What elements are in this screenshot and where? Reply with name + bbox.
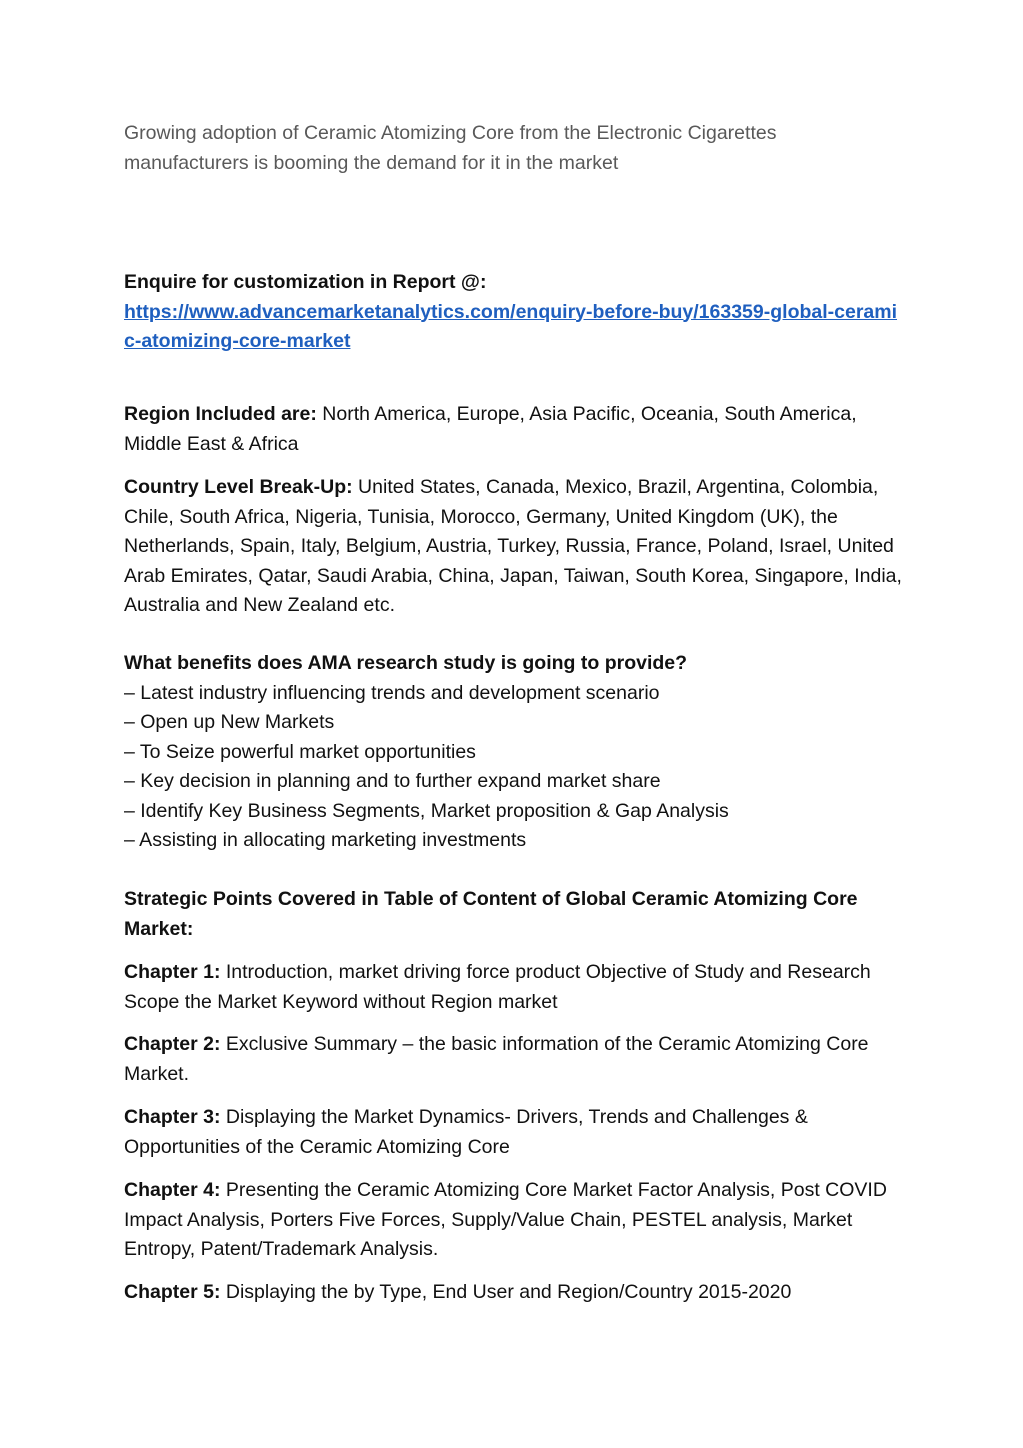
chapter-label: Chapter 3:	[124, 1106, 221, 1128]
benefit-item: – Latest industry influencing trends and development scenario	[124, 681, 660, 704]
benefit-item: – Assisting in allocating marketing investments	[124, 829, 527, 851]
benefits-list	[124, 679, 904, 856]
chapter-1	[124, 958, 904, 1017]
country-label: Country Level Break-Up:	[124, 476, 353, 498]
benefit-item: – Identify Key Business Segments, Market proposition & Gap Analysis	[124, 799, 729, 822]
chapter-2	[124, 1030, 904, 1089]
country-text: United States, Canada, Mexico, Brazil, Argentina, Colombia, Chile, South Africa, Nigeria, Tunisia, Morocco, Germany, United Kingdom (UK), the Netherlands, Spain, Italy, Belgium, Austria, Turkey, Russia, France, Poland, Israel, United Arab Emirates, Qatar, Saudi Arabia, China, Japan, Taiwan, South Korea, Singapore, India, Australia and New Zealand etc.	[124, 476, 902, 616]
chapter-label: Chapter 1:	[124, 961, 221, 983]
chapter-text: Displaying the Market Dynamics- Drivers, Trends and Challenges & Opportunities of the Ceramic Atomizing Core	[124, 1106, 808, 1158]
region-text: North America, Europe, Asia Pacific, Oceania, South America, Middle East & Africa	[124, 403, 857, 455]
enquire-section	[124, 268, 904, 357]
intro-paragraph: Growing adoption of Ceramic Atomizing Core from the Electronic Cigarettes manufacturers is booming the demand for it in the market	[124, 122, 777, 174]
chapter-text: Displaying the by Type, End User and Region/Country 2015-2020	[220, 1281, 792, 1303]
benefit-item: – To Seize powerful market opportunities	[124, 740, 476, 763]
benefits-section	[124, 649, 904, 856]
chapter-4	[124, 1176, 904, 1265]
country-paragraph	[124, 473, 904, 621]
document-page	[124, 118, 904, 1303]
chapter-text: Exclusive Summary – the basic information of the Ceramic Atomizing Core Market.	[124, 1033, 869, 1085]
toc-heading: Strategic Points Covered in Table of Content of Global Ceramic Atomizing Core Market:	[124, 888, 858, 940]
chapter-3	[124, 1103, 904, 1162]
enquire-label: Enquire for customization in Report @:	[124, 271, 487, 293]
chapter-label: Chapter 2:	[124, 1033, 221, 1055]
chapter-label: Chapter 4:	[124, 1179, 221, 1201]
chapter-text: Introduction, market driving force product Objective of Study and Research Scope the Market Keyword without Region market	[124, 961, 871, 1013]
region-label: Region Included are:	[124, 403, 317, 425]
benefits-heading: What benefits does AMA research study is going to provide?	[124, 652, 688, 674]
region-paragraph	[124, 400, 904, 459]
benefit-item: – Key decision in planning and to further expand market share	[124, 770, 661, 792]
chapter-label: Chapter 5:	[124, 1281, 221, 1303]
chapter-text: Presenting the Ceramic Atomizing Core Market Factor Analysis, Post COVID Impact Analysis, Porters Five Forces, Supply/Value Chain, PESTEL analysis, Market Entropy, Patent/Trademark Analysis.	[124, 1179, 887, 1260]
enquire-link[interactable]: https://www.advancemarketanalytics.com/enquiry-before-buy/163359-global-ceramic-atomizing-core-market	[124, 300, 898, 352]
chapter-5	[124, 1278, 904, 1308]
benefit-item: – Open up New Markets	[124, 711, 335, 733]
